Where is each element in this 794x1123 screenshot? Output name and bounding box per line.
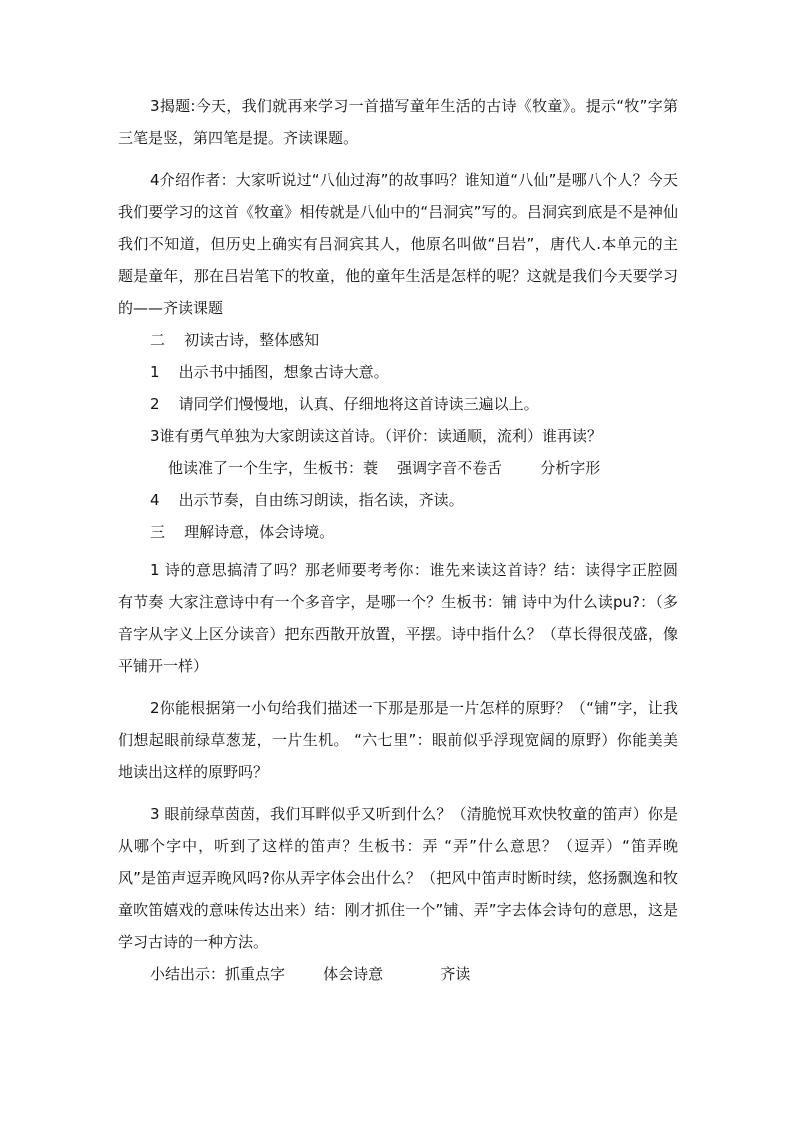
document-body — [118, 90, 678, 990]
paragraph-new-character: 他读准了一个生字，生板书：蓑 强调字音不卷舌 分析字形 — [168, 459, 601, 477]
paragraph-poem-meaning: 1 诗的意思搞清了吗？那老师要考考你：谁先来读这首诗？结：读得字正腔圆 有节奏 大家注意诗中有一个多音字，是哪一个？生板书：铺 诗中为什么读pu?：（多音字从字义上区分读音）把东西散开放置，平摆。诗中指什么？（草长得很茂盛，像平铺开一样） — [118, 561, 678, 675]
paragraph-flute-sound: 3 眼前绿草茵茵，我们耳畔似乎又听到什么？（清脆悦耳欢快牧童的笛声）你是从哪个字中，听到了这样的笛声？生板书：弄 “弄”什么意思？（逗弄）“笛弄晚风”是笛声逗弄晚风吗?你从弄字体会出什么？（把风中笛声时断时续，悠扬飘逸和牧童吹笛嬉戏的意味传达出来）结：刚才抓住一个”铺、弄”字去体会诗句的意思，这是学习古诗的一种方法。 — [118, 805, 678, 951]
paragraph-reveal-title: 3揭题:今天，我们就再来学习一首描写童年生活的古诗《牧童》。提示“牧”字第三笔是竖，第四笔是提。齐读课题。 — [118, 97, 678, 147]
paragraph-describe-field: 2你能根据第一小句给我们描述一下那是那是一片怎样的原野？（“铺”字，让我们想起眼前绿草葱茏，一片生机。 “六七里”：眼前似乎浮现宽阔的原野）你能美美地读出这样的原野吗？ — [118, 699, 678, 781]
list-item-read-three-times: 2 请同学们慢慢地，认真、仔细地将这首诗读三遍以上。 — [150, 395, 539, 413]
list-item-show-illustration: 1 出示书中插图，想象古诗大意。 — [150, 363, 389, 381]
paragraph-summary: 小结出示：抓重点字 体会诗意 齐读 — [150, 965, 471, 983]
section-heading-first-reading: 二 初读古诗，整体感知 — [150, 331, 320, 349]
section-heading-understanding: 三 理解诗意，体会诗境。 — [150, 523, 335, 541]
list-item-solo-reading: 3谁有勇气单独为大家朗读这首诗。（评价：读通顺，流利）谁再读？ — [150, 427, 603, 445]
paragraph-author-intro: 4介绍作者：大家听说过“八仙过海”的故事吗？谁知道“八仙”是哪八个人？今天我们要学习的这首《牧童》相传就是八仙中的“吕洞宾”写的。吕洞宾到底是不是神仙我们不知道，但历史上确实有吕洞宾其人，他原名叫做“吕岩”，唐代人.本单元的主题是童年，那在吕岩笔下的牧童，他的童年生活是怎样的呢？这就是我们今天要学习的——齐读课题 — [118, 171, 678, 317]
list-item-rhythm-reading: 4 出示节奏，自由练习朗读，指名读，齐读。 — [150, 491, 464, 509]
